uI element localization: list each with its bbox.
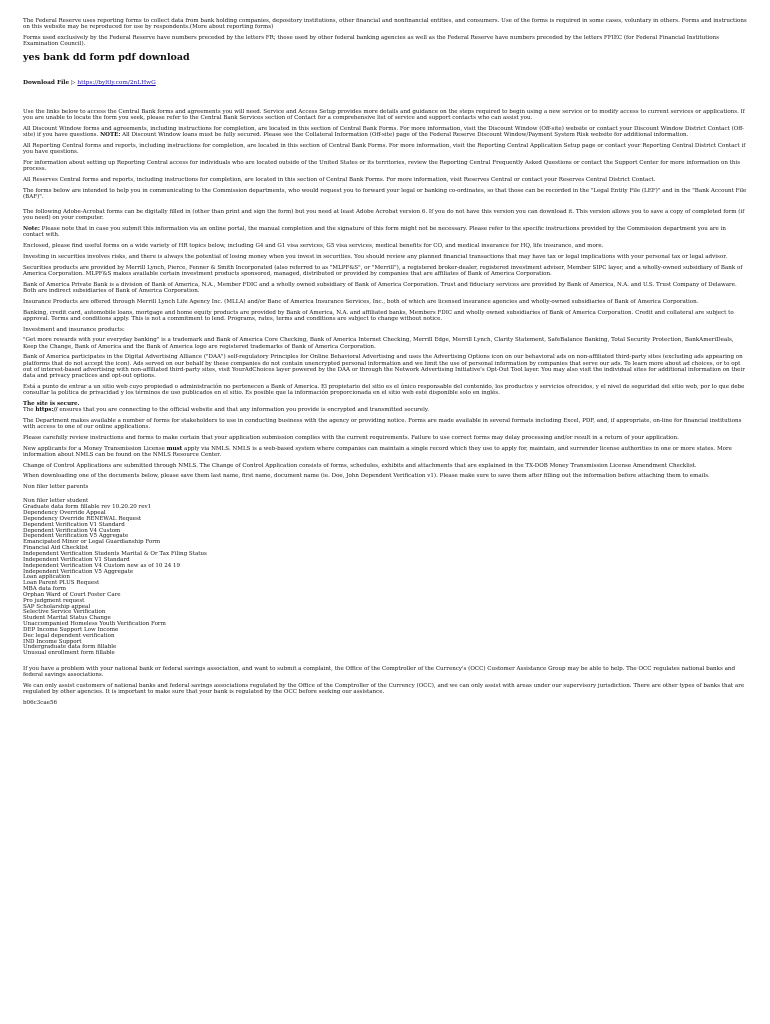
paragraph: For information about setting up Reporting Central access for individuals who are located outside of the United States or its territories, review the Reporting Central Frequently Asked Questions or contact the Support Center for more information on this process.: [23, 160, 741, 173]
paragraph: Bank of America Private Bank is a division of Bank of America, N.A., Member FDIC and a wholly owned subsidiary of Bank of America Corporation. Trust and fiduciary services are provided by Bank of America, N.A. and U.S. Trust Company of Delaware. Both are indirect subsidiaries of Bank of America Corporation.: [23, 281, 737, 294]
paragraph: Banking, credit card, automobile loans, mortgage and home equity products are provided by Bank of America, N.A. and affiliated banks, Members FDIC and wholly owned subsidiaries of Bank of America Corporation. Credit and collateral are subject to approval. Terms and conditions apply. This is not a commitment to lend. Programs, rates, terms and conditions are subject to change without notice.: [23, 309, 734, 322]
list-item[interactable]: Emancipated Minor or Legal Guardianship Form: [23, 539, 161, 546]
paragraph: Securities products are provided by Merrill Lynch, Pierce, Fenner & Smith Incorporated (also referred to as "MLPF&S", or "Merrill"), a registered broker-dealer, registered investment adviser, Member SIPC layer, and a wholly-owned subsidiary of Bank of America Corporation. MLPF&S makes available certain investment products sponsored, managed, distributed or provided by companies that are affiliates of Bank of America Corporation.: [23, 264, 743, 277]
paragraph: Non filer letter parents: [23, 484, 89, 491]
list-item[interactable]: DEP Income Support Low Income: [23, 626, 119, 633]
paragraph: The Department makes available a number of forms for stakeholders to use in conducting business with the agency or providing notice. Forms are made available in several formats including Excel, PDF, and, if appropriate, on-line for financial institutions with access to one of our online applications.: [23, 417, 742, 430]
list-item[interactable]: Dec legal dependent verification: [23, 632, 115, 639]
list-item[interactable]: Orphan Ward of Court Foster Care: [23, 591, 121, 598]
paragraph: Está a punto de entrar a un sitio web cuyo propiedad o administración no pertenecen a Bank of America. El propietario del sitio es el único responsable del contenido, los productos y servicios ofrecidos, y el nivel de seguridad del sitio web, por lo que debe consultar la política de privacidad y los términos de uso publicados en el sitio. Es posible que la información proporcionada en el sitio web esté disponible solo en inglés.: [23, 383, 745, 396]
list-item[interactable]: Unusual enrollment form fillable: [23, 650, 115, 657]
paragraph: Change of Control Applications are submitted through NMLS. The Change of Control Application consists of forms, schedules, exhibits and attachments that are explained in the TX-DOB Money Transmission License Amendment Checklist.: [23, 462, 697, 469]
list-item[interactable]: Non filer letter student: [23, 498, 89, 505]
intro-form-numbers: Forms used exclusively by the Federal Reserve have numbers preceded by the letters FR; those used by other federal banking agencies as well as the Federal Reserve have numbers preceded by the letters FFIEC (for Federal Financial Institutions Examination Council).: [23, 35, 719, 48]
paragraph: Use the links below to access the Central Bank forms and agreements you will need. Service and Access Setup provides more details and guidance on the steps required to begin using a new service or to modify access to current services or applications. If you are unable to locate the form you seek, please refer to the Central Bank Services section of Contact for a comprehensive list of service and support contacts who can assist you.: [23, 109, 745, 122]
document-hash: b06c3cae56: [23, 700, 57, 707]
list-item[interactable]: Financial Aid Checklist: [23, 545, 89, 552]
download-row: [23, 80, 748, 86]
list-item[interactable]: Dependency Override RENEWAL Request: [23, 515, 142, 522]
list-item[interactable]: Dependent Verification V4 Custom: [23, 527, 121, 534]
paragraph: Note: Please note that in case you submit this information via an online portal, the manual completion and the signature of this form might not be necessary. Please refer to the specific instructions provided by the Commission department you are in contact with.: [23, 226, 726, 239]
paragraph: Please carefully review instructions and forms to make certain that your application submission complies with the current requirements. Failure to use correct forms may delay processing and/or result in a return of your application.: [23, 434, 679, 441]
paragraph: Enclosed, please find useful forms on a wide variety of HR topics below, including G4 and G1 visa services, G5 visa services, medical benefits for CO, and medical insurance for HQ, life insurance, and more.: [23, 243, 604, 250]
paragraph: If you have a problem with your national bank or federal savings association, and want to submit a complaint, the Office of the Comptroller of the Currency's (OCC) Customer Assistance Group may be able to help. The OCC regulates national banks and federal savings associations.: [23, 666, 735, 679]
paragraph: All Discount Window forms and agreements, including instructions for completion, are located in this section of Central Bank Forms. For more information, visit the Discount Window (Off-site) website or contact your Discount Window District Contact (Off-site) if you have questions. NOTE: All Discount Window loans must be fully secured. Please see the Collateral Information (Off-site) page of the Federal Reserve Discount Window/Payment System Risk website for additional information.: [23, 126, 744, 139]
list-item[interactable]: Loan Parent PLUS Request: [23, 580, 100, 587]
paragraph: Bank of America participates in the Digital Advertising Alliance ("DAA") self-regulatory Principles for Online Behavioral Advertising and uses the Advertising Options icon on our behavioral ads on non-affiliated third-party sites (excluding ads appearing on platforms that do not accept the icon). Ads served on our behalf by these companies do not contain unencrypted personal information and we limit the use of personal information by companies that serve our ads. To learn more about ad choices, or to opt out of interest-based advertising with non-affiliated third-party sites, visit YourAdChoices layer powered by the DAA or through the Network Advertising Initiative's Opt-Out Tool layer. You may also visit the individual sites for additional information on their data and privacy practices and opt-out options.: [23, 354, 745, 379]
list-item[interactable]: Independent Verification V5 Aggregate: [23, 568, 134, 575]
paragraph: Insurance Products are offered through Merrill Lynch Life Agency Inc. (MLLA) and/or Banc of America Insurance Services, Inc., both of which are licensed insurance agencies and wholly-owned subsidiaries of Bank of America Corporation.: [23, 298, 699, 305]
list-item[interactable]: Loan application: [23, 574, 70, 581]
paragraph: We can only assist customers of national banks and federal savings associations regulated by the Office of the Comptroller of the Currency (OCC), and we can only assist with areas under our supervisory jurisdiction. There are other types of banks that are regulated by other agencies. It is important to make sure that your bank is regulated by the OCC before seeking our assistance.: [23, 683, 745, 696]
list-item[interactable]: IND Income Support: [23, 638, 82, 645]
list-item[interactable]: Student Marital Status Change: [23, 615, 111, 622]
paragraph: The forms below are intended to help you in communicating to the Commission departments, who would request you to forward your legal or banking co-ordinates, so that those can be recorded in the "Legal Entity File (LEF)" and in the "Bank Account File (BAF)".: [23, 187, 747, 200]
forms-list: [23, 499, 748, 657]
list-item[interactable]: Independent Verification Students Marital & Or Tax Filing Status: [23, 550, 207, 557]
page-title: yes bank dd form pdf download: [23, 52, 190, 63]
download-separator: ▷: [71, 80, 76, 86]
list-item[interactable]: Dependent Verification V1 Standard: [23, 521, 125, 528]
download-label: Download File: [23, 80, 70, 86]
download-link[interactable]: https://byltly.com/2nLHwG: [77, 80, 156, 86]
paragraph: When downloading one of the documents below, please save them last name, first name, document name (ie. Doe, John Dependent Verification v1). Please make sure to save them after filling out the information before attaching them to emails.: [23, 473, 710, 480]
paragraph: Investment and insurance products:: [23, 326, 125, 333]
paragraph: "Get more rewards with your everyday banking" is a trademark and Bank of America Core Checking, Bank of America Internet Checking, Merrill Edge, Merrill Lynch, Clarity Statement, SafeBalance Banking, Total Security Protection, BankAmeriDeals, Keep the Change, Bank of America and the Bank of America logo are registered trademarks of Bank of America Corporation.: [23, 337, 734, 350]
paragraph: The site is secure. The https:// ensures that you are connecting to the official website and that any information you provide is encrypted and transmitted securely.: [23, 400, 430, 413]
list-item[interactable]: Undergraduate data form fillable: [23, 644, 117, 651]
list-item[interactable]: Dependent Verification V5 Aggregate: [23, 533, 129, 540]
list-item[interactable]: Independent Verification V4 Custom new as of 10 24 19: [23, 562, 181, 569]
list-item[interactable]: Selective Service Verification: [23, 609, 106, 616]
list-item[interactable]: MBA data form: [23, 586, 66, 593]
list-item[interactable]: SAP Scholarship appeal: [23, 603, 91, 610]
list-item[interactable]: Independent Verification V1 Standard: [23, 556, 130, 563]
paragraph: The following Adobe-Acrobat forms can be digitally filled in (other than print and sign the form) but you need at least Adobe Acrobat version 6. If you do not have this version you can download it. This version allows you to save a copy of completed form (if you need) on your computer.: [23, 209, 745, 222]
intro-reporting-forms: The Federal Reserve uses reporting forms to collect data from bank holding companies, depository institutions, other financial and nonfinancial entities, and consumers. Use of the forms is required in some cases, voluntary in others. Forms and instructions on this website may be reproduced for use by respondents.(More about reporting forms): [23, 18, 747, 31]
list-item[interactable]: Dependency Override Appeal: [23, 510, 106, 517]
paragraph: All Reserves Central forms and reports, including instructions for completion, are located in this section of Central Bank Forms. For more information, visit Reserves Central or contact your Reserves Central District Contact.: [23, 177, 656, 183]
list-item[interactable]: Pro judgment request: [23, 597, 85, 604]
paragraph: All Reporting Central forms and reports, including instructions for completion, are located in this section of Central Bank Forms. For more information, visit the Reporting Central Application Setup page or contact your Reporting Central District Contact if you have questions.: [23, 143, 746, 156]
list-item[interactable]: Graduate data form fillable rev 10.20.20 rev1: [23, 504, 152, 511]
list-item[interactable]: Unaccompanied Homeless Youth Verification Form: [23, 621, 166, 628]
paragraph: New applicants for a Money Transmission License must apply via NMLS. NMLS is a web-based system where companies can maintain a single record which they use to apply for, maintain, and surrender license authorities in one or more states. More information about NMLS can be found on the NMLS Resource Center.: [23, 445, 732, 458]
paragraph: Investing in securities involves risks, and there is always the potential of losing money when you invest in securities. You should review any planned financial transactions that may have tax or legal implications with your personal tax or legal advisor.: [23, 254, 727, 260]
